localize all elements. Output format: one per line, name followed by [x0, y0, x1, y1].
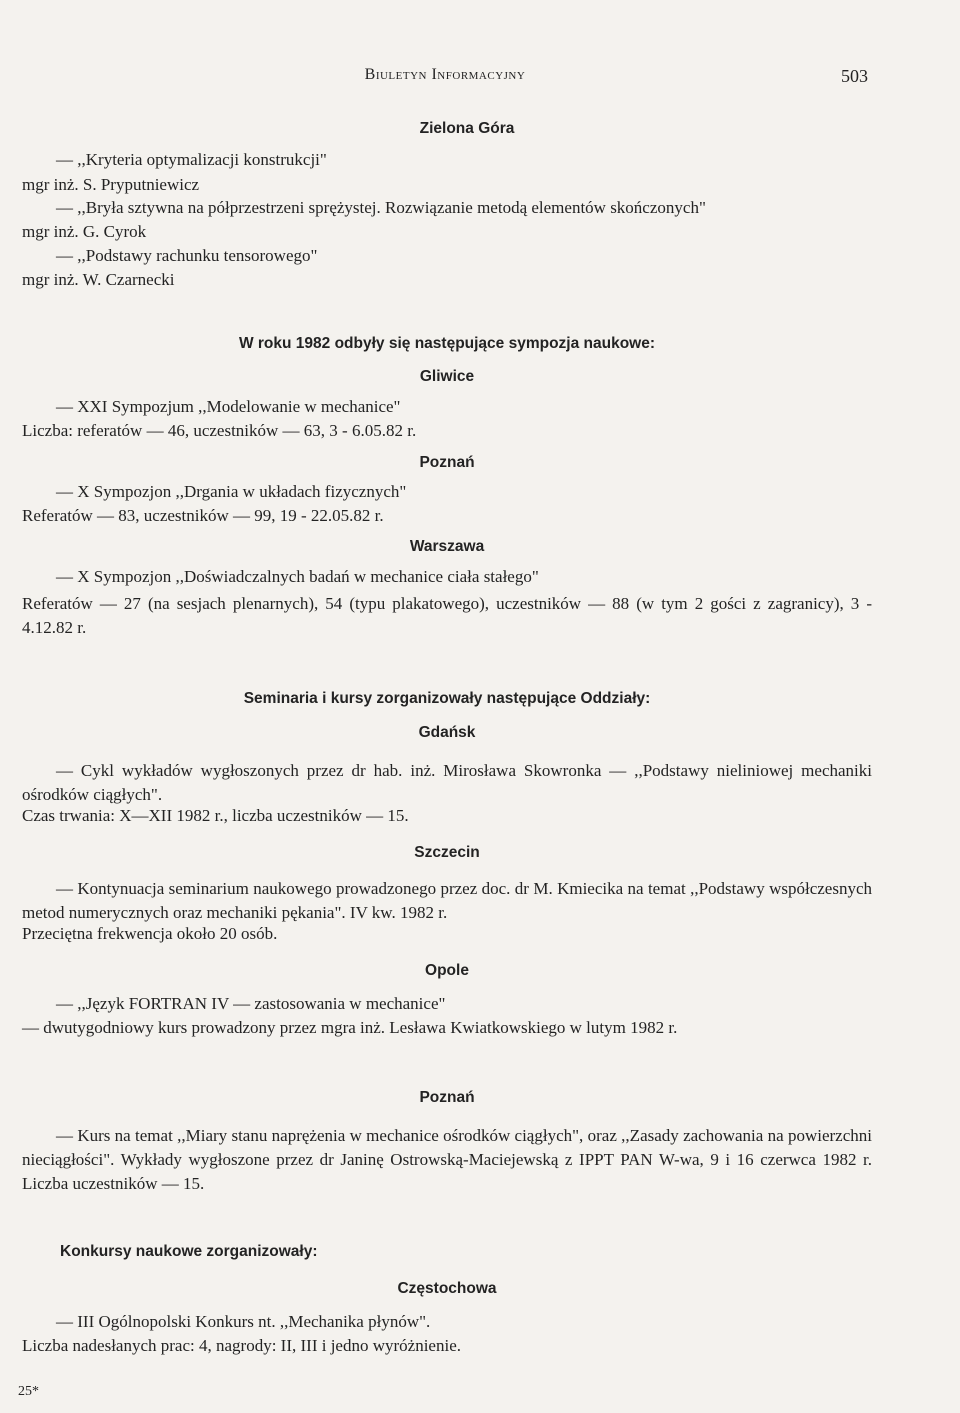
page-number: 503 — [841, 66, 868, 86]
paragraph: — Kontynuacja seminarium naukowego prowadzonego przez doc. dr M. Kmiecika na temat ,,Podstawy współczesnych metod numerycznych oraz mechaniki pękania". IV kw. 1982 r. — [22, 879, 872, 922]
section-heading-gdansk: Gdańsk — [418, 724, 476, 741]
list-item: — ,,Kryteria optymalizacji konstrukcji" — [56, 150, 327, 169]
section-heading-opole: Opole — [425, 962, 469, 979]
seminars-intro-heading: Seminaria i kursy zorganizowały następujące Oddziały: — [243, 690, 651, 707]
section-heading-szczecin: Szczecin — [414, 844, 480, 861]
section-heading-czestochowa: Częstochowa — [397, 1280, 497, 1297]
stats-line: Liczba nadesłanych prac: 4, nagrody: II, III i jedno wyróżnienie. — [22, 1336, 461, 1355]
section-heading-poznan: Poznań — [419, 454, 475, 471]
list-item: — X Sympozjon ,,Drgania w układach fizycznych" — [56, 482, 407, 501]
section-heading-gliwice: Gliwice — [419, 368, 475, 385]
section-heading-poznan-2: Poznań — [419, 1089, 475, 1106]
section-heading-warszawa: Warszawa — [409, 538, 485, 555]
list-item: — dwutygodniowy kurs prowadzony przez mgra inż. Lesława Kwiatkowskiego w lutym 1982 r. — [22, 1018, 678, 1037]
running-title: Biuletyn Informacyjny — [364, 66, 526, 83]
stats-line: Przeciętna frekwencja około 20 osób. — [22, 924, 278, 943]
section-heading-zielona-gora: Zielona Góra — [419, 120, 515, 137]
author-line: mgr inż. G. Cyrok — [22, 222, 147, 241]
author-line: mgr inż. S. Pryputniewicz — [22, 175, 200, 194]
paragraph: — Kurs na temat ,,Miary stanu naprężenia w mechanice ośrodków ciągłych", oraz ,,Zasady zachowania na powierzchni nieciągłości". Wykłady wygłoszone przez dr Janinę Ostrowską-Maciejewską z IPPT PAN W-wa, 9 i 16 czerwca 1982 r. Liczba uczestników — 15. — [22, 1126, 872, 1193]
list-item: — X Sympozjon ,,Doświadczalnych badań w mechanice ciała stałego" — [56, 567, 539, 586]
author-line: mgr inż. W. Czarnecki — [22, 270, 175, 289]
stats-line: Referatów — 83, uczestników — 99, 19 - 22.05.82 r. — [22, 506, 384, 525]
list-item: — ,,Język FORTRAN IV — zastosowania w mechanice" — [56, 994, 446, 1013]
stats-paragraph: Referatów — 27 (na sesjach plenarnych), 54 (typu plakatowego), uczestników — 88 (w tym 2 gości z zagranicy), 3 - 4.12.82 r. — [22, 594, 872, 637]
list-item: — ,,Podstawy rachunku tensorowego" — [56, 246, 318, 265]
list-item: — ,,Bryła sztywna na półprzestrzeni sprężystej. Rozwiązanie metodą elementów skończonych" — [56, 198, 706, 217]
list-item: — XXI Sympozjum ,,Modelowanie w mechanice" — [56, 397, 401, 416]
competitions-intro-heading: Konkursy naukowe zorganizowały: — [60, 1243, 318, 1260]
stats-line: Czas trwania: X—XII 1982 r., liczba uczestników — 15. — [22, 806, 409, 825]
symposia-intro-heading: W roku 1982 odbyły się następujące sympozja naukowe: — [238, 335, 656, 352]
list-item: — III Ogólnopolski Konkurs nt. ,,Mechanika płynów". — [56, 1312, 431, 1331]
signature-mark: 25* — [18, 1384, 39, 1399]
stats-line: Liczba: referatów — 46, uczestników — 63, 3 - 6.05.82 r. — [22, 421, 417, 440]
paragraph: — Cykl wykładów wygłoszonych przez dr hab. inż. Mirosława Skowronka — ,,Podstawy nieliniowej mechaniki ośrodków ciągłych". — [22, 761, 872, 804]
